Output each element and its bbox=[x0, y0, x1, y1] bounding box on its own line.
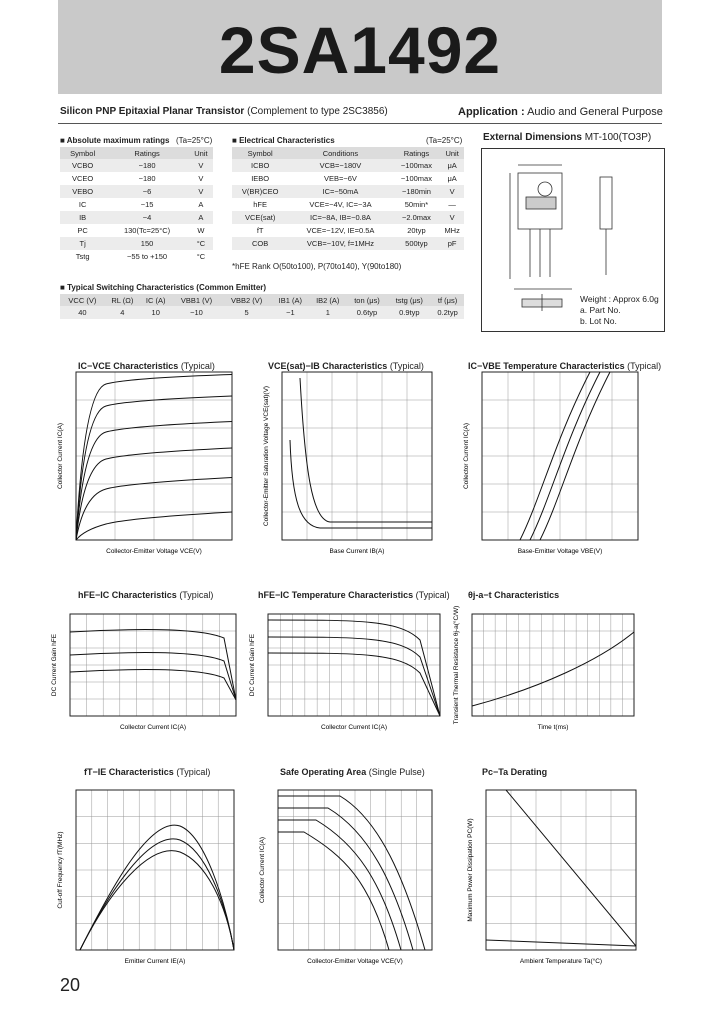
abs-max-cell: A bbox=[198, 200, 204, 209]
abs-max-cell: −6 bbox=[105, 185, 189, 198]
x-axis-label: Base-Emitter Voltage VBE(V) bbox=[517, 548, 603, 555]
abs-max-cell: V bbox=[189, 185, 213, 198]
device-type: Silicon PNP Epitaxial Planar Transistor bbox=[60, 106, 245, 117]
y-axis-label: Collector Current IC(A) bbox=[463, 422, 470, 490]
abs-max-cell: V bbox=[198, 174, 204, 183]
switching-cell: 1 bbox=[309, 306, 346, 319]
switching-cell: 40 bbox=[60, 306, 105, 319]
soa-curve bbox=[278, 808, 413, 950]
abs-max-cell: 150 bbox=[105, 237, 189, 250]
weight: Weight : Approx 6.0g bbox=[580, 294, 659, 304]
abs-max-cell: IC bbox=[78, 200, 87, 209]
abs-max-cell: VCEO bbox=[72, 174, 94, 183]
chart2-title: VCE(sat)−IB Characteristics (Typical) bbox=[268, 361, 424, 371]
chart8-title: Safe Operating Area (Single Pulse) bbox=[280, 767, 425, 777]
abs-max-header-cell: Symbol bbox=[60, 147, 105, 159]
application-value: Audio and General Purpose bbox=[527, 106, 663, 118]
soa-curve bbox=[278, 832, 389, 950]
abs-max-cell: V bbox=[189, 159, 213, 172]
abs-max-cell: Tj bbox=[60, 237, 105, 250]
elec-cell: hFE bbox=[253, 200, 268, 209]
ext-dim-title: External Dimensions MT-100(TO3P) bbox=[483, 132, 652, 143]
abs-max-cell: −180 bbox=[105, 159, 189, 172]
switching-cell: −10 bbox=[171, 306, 221, 319]
switching-cell: 10 bbox=[140, 306, 171, 319]
y-axis-label: Maximum Power Dissipation PC(W) bbox=[467, 818, 474, 922]
elec-cell: COB bbox=[232, 237, 288, 250]
chart1-title: IC−VCE Characteristics (Typical) bbox=[78, 361, 215, 371]
elec-cell: −2.0max bbox=[393, 211, 441, 224]
abs-max-header-cell: Ratings bbox=[105, 147, 189, 159]
x-axis-label: Emitter Current IE(A) bbox=[124, 958, 186, 965]
y-axis-label: DC Current Gain hFE bbox=[249, 633, 256, 697]
ft-curve bbox=[80, 839, 234, 950]
elec-cell: 50min* bbox=[404, 200, 429, 209]
x-axis-label: Collector-Emitter Voltage VCE(V) bbox=[307, 958, 403, 965]
elec-cell: MHz bbox=[444, 226, 460, 235]
switching-header-cell: tf (μs) bbox=[431, 294, 464, 306]
elec-cell: −100max bbox=[393, 159, 441, 172]
chart9-title: Pc−Ta Derating bbox=[482, 767, 548, 777]
page-number: 20 bbox=[60, 975, 81, 995]
abs-max-cell: −55 to +150 bbox=[127, 252, 168, 261]
switching-cell: 5 bbox=[222, 306, 272, 319]
elec-header-cell: Symbol bbox=[232, 147, 288, 159]
elec-cell: V bbox=[440, 185, 464, 198]
elec-cell: μA bbox=[447, 174, 457, 183]
vcesat-curve bbox=[300, 378, 432, 522]
chart4-title: hFE−IC Characteristics (Typical) bbox=[78, 590, 214, 600]
elec-cell: VCE=−12V, IE=0.5A bbox=[306, 226, 375, 235]
part-number: 2SA1492 bbox=[218, 13, 502, 87]
elec-cell: 20typ bbox=[407, 226, 426, 235]
switching-header-cell: VBB1 (V) bbox=[171, 294, 221, 306]
abs-max-cell: 130(Tc=25°C) bbox=[123, 226, 171, 235]
elec-header-cell: Conditions bbox=[288, 147, 392, 159]
ft-curve bbox=[80, 851, 234, 950]
abs-max-title: ■ Absolute maximum ratings bbox=[60, 136, 170, 145]
elec-cell: IC=−8A, IB=−0.8A bbox=[288, 211, 392, 224]
elec-cell: fT bbox=[256, 226, 264, 235]
abs-max-cell: VCBO bbox=[60, 159, 105, 172]
x-axis-label: Time t(ms) bbox=[537, 724, 569, 731]
switching-header-cell: VCC (V) bbox=[60, 294, 105, 306]
x-axis-label: Collector Current IC(A) bbox=[119, 724, 187, 731]
switching-cell: −1 bbox=[272, 306, 309, 319]
elec-cell: — bbox=[448, 200, 456, 209]
complement-note: (Complement to type 2SC3856) bbox=[247, 106, 388, 117]
y-axis-label: Transient Thermal Resistance θj-a(°C/W) bbox=[453, 605, 460, 725]
elec-cond: (Ta=25°C) bbox=[426, 136, 463, 145]
elec-cell: VCE(sat) bbox=[232, 211, 288, 224]
switching-header-cell: IC (A) bbox=[140, 294, 171, 306]
switching-header-cell: ton (μs) bbox=[346, 294, 387, 306]
x-axis-label: Collector-Emitter Voltage VCE(V) bbox=[106, 548, 202, 555]
switching-header-cell: RL (Ω) bbox=[105, 294, 140, 306]
abs-max-cell: W bbox=[197, 226, 205, 235]
abs-max-cell: VEBO bbox=[60, 185, 105, 198]
switching-header-cell: IB2 (A) bbox=[309, 294, 346, 306]
switching-header-cell: VBB2 (V) bbox=[222, 294, 272, 306]
elec-cell: VCB=−10V, f=1MHz bbox=[288, 237, 392, 250]
chart3-title: IC−VBE Temperature Characteristics (Typical) bbox=[468, 361, 662, 371]
switching-cell: 0.9typ bbox=[387, 306, 431, 319]
abs-max-cell: −15 bbox=[140, 200, 154, 209]
abs-max-cell: −180 bbox=[138, 174, 156, 183]
switching-cell: 0.6typ bbox=[346, 306, 387, 319]
y-axis-label: Collector Current IC(A) bbox=[259, 836, 266, 904]
elec-cell: pF bbox=[440, 237, 464, 250]
elec-cell: −180min bbox=[393, 185, 441, 198]
elec-cell: μA bbox=[440, 159, 464, 172]
elec-cell: −100max bbox=[400, 174, 432, 183]
abs-max-cell: °C bbox=[189, 237, 213, 250]
elec-header-cell: Unit bbox=[440, 147, 464, 159]
elec-cell: VEB=−6V bbox=[323, 174, 357, 183]
switching-header-cell: IB1 (A) bbox=[272, 294, 309, 306]
elec-cell: V(BR)CEO bbox=[232, 185, 288, 198]
x-axis-label: Collector Current IC(A) bbox=[320, 724, 388, 731]
elec-cell: V bbox=[440, 211, 464, 224]
derating-curve bbox=[506, 790, 636, 946]
y-axis-label: Collector Current IC(A) bbox=[57, 422, 64, 490]
switching-cell: 4 bbox=[105, 306, 140, 319]
abs-max-cell: −4 bbox=[105, 211, 189, 224]
abs-max-cell: Tstg bbox=[75, 252, 90, 261]
abs-max-cell: A bbox=[189, 211, 213, 224]
abs-max-header-cell: Unit bbox=[189, 147, 213, 159]
elec-cell: 500typ bbox=[393, 237, 441, 250]
chart5-title: hFE−IC Temperature Characteristics (Typical) bbox=[258, 590, 450, 600]
chart7-title: fT−IE Characteristics (Typical) bbox=[84, 767, 211, 777]
hfe-rank: *hFE Rank O(50to100), P(70to140), Y(90to180) bbox=[232, 262, 402, 271]
y-axis-label: Collector-Emitter Saturation Voltage VCE(sat)(V) bbox=[263, 385, 270, 527]
switching-cell: 0.2typ bbox=[431, 306, 464, 319]
x-axis-label: Base Current IB(A) bbox=[329, 548, 385, 555]
note-b: b. Lot No. bbox=[580, 316, 617, 326]
abs-max-cell: PC bbox=[77, 226, 88, 235]
application-label: Application : bbox=[458, 106, 525, 118]
y-axis-label: DC Current Gain hFE bbox=[51, 633, 58, 697]
elec-cell: ICBO bbox=[232, 159, 288, 172]
elec-cell: VCE=−4V, IC=−3A bbox=[309, 200, 372, 209]
elec-title: ■ Electrical Characteristics bbox=[232, 136, 335, 145]
elec-cell: IEBO bbox=[251, 174, 270, 183]
x-axis-label: Ambient Temperature Ta(°C) bbox=[519, 958, 603, 965]
abs-max-cond: (Ta=25°C) bbox=[176, 136, 213, 145]
note-a: a. Part No. bbox=[580, 305, 621, 315]
elec-header-cell: Ratings bbox=[393, 147, 441, 159]
switching-header-cell: tstg (μs) bbox=[387, 294, 431, 306]
y-axis-label: Cut-off Frequency fT(MHz) bbox=[57, 831, 64, 909]
abs-max-cell: IB bbox=[60, 211, 105, 224]
chart6-title: θj-a−t Characteristics bbox=[468, 590, 560, 600]
switching-title: ■ Typical Switching Characteristics (Common Emitter) bbox=[60, 283, 267, 292]
abs-max-cell: °C bbox=[196, 252, 206, 261]
soa-curve bbox=[278, 796, 425, 950]
elec-cell: IC=−50mA bbox=[288, 185, 392, 198]
elec-cell: VCB=−180V bbox=[288, 159, 392, 172]
